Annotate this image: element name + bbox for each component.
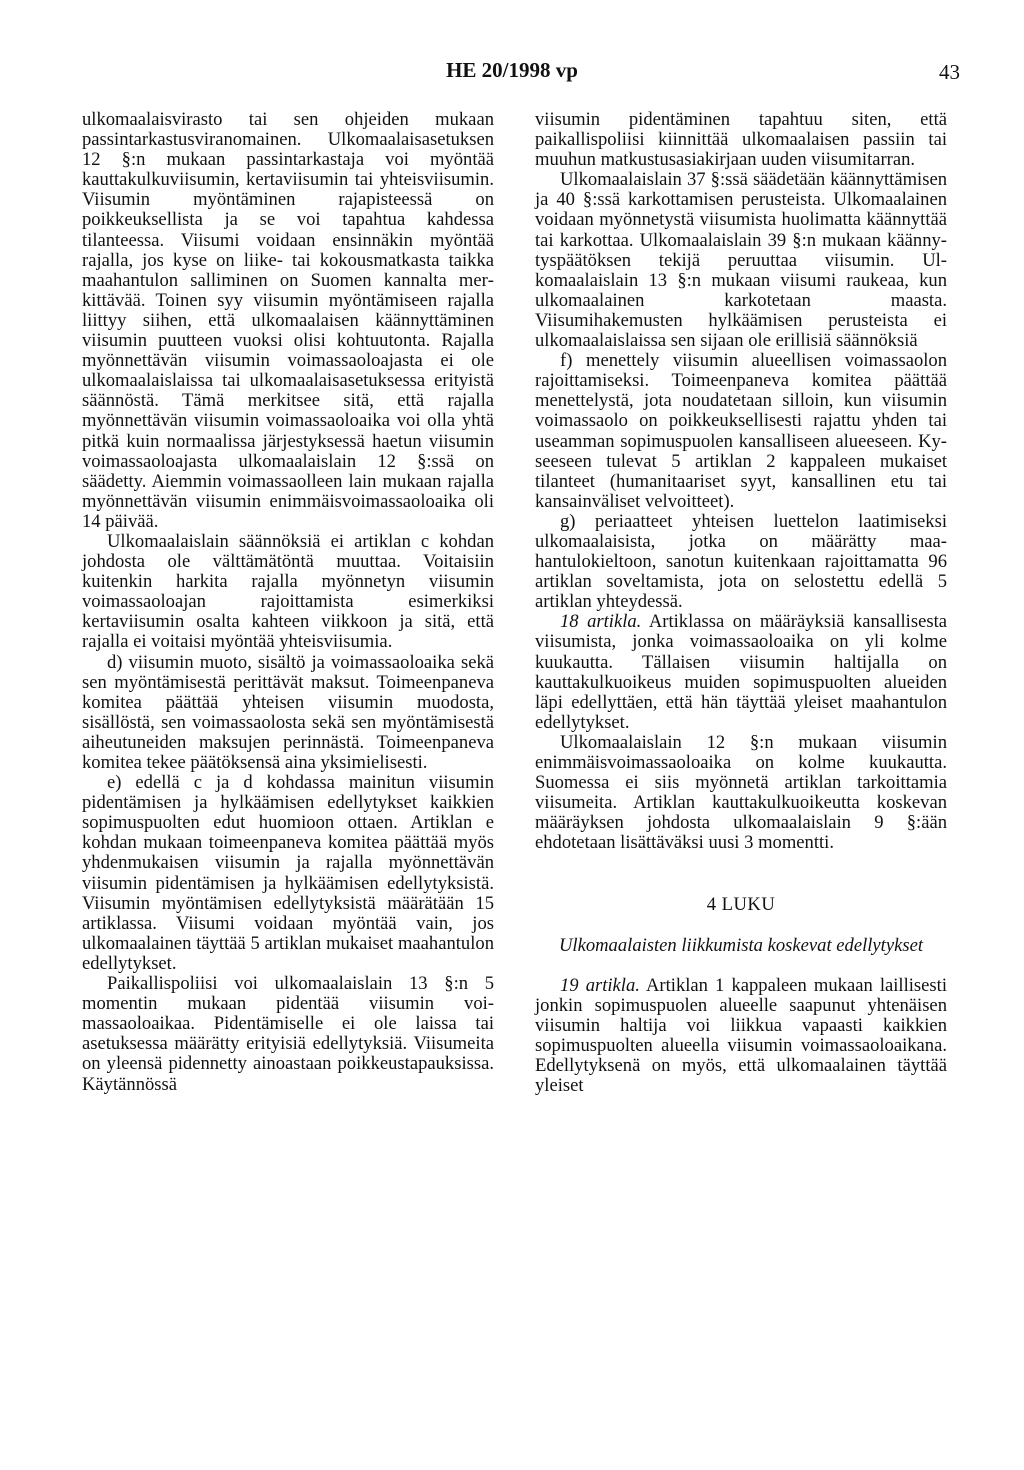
- paragraph-article-19: [535, 976, 947, 1097]
- left-column: [82, 110, 494, 1095]
- paragraph: d) viisumin muoto, sisältö ja voimassaoloaika sekä sen myöntämisestä perittävät maksut. Toimeenpaneva komitea päättää yhteisen viisumin muodosta, sisällöstä, sen voimassaolosta sekä sen myöntämisestä aiheutuneiden maksujen perinnästä. Toimeenpaneva komitea tekee päätöksensä aina yksimielisesti.: [82, 651, 494, 773]
- document-title: HE 20/1998 vp: [446, 58, 578, 82]
- chapter-title: 4 LUKU: [706, 894, 776, 916]
- paragraph: viisumin pidentäminen tapahtuu siten, että paikallispoliisi kiinnittää ulkomaalaisen passiin tai muuhun matkustusasiakirjaan uuden viisumitarran.: [535, 109, 947, 171]
- paragraph: Ulkomaalaislain 12 §:n mukaan viisumin enimmäisvoimassaoloaika on kolme kuukautta. Suomessa ei siis myönnetä artiklan tarkoittamia viisumeita. Artiklan kauttakulkuoikeutta koskevan määräyksen johdosta ulkomaalaislain 9 §:ään ehdotetaan lisättäväksi uusi 3 momentti.: [535, 731, 947, 854]
- paragraph: f) menettely viisumin alueellisen voimassaolon rajoittamiseksi. Toimeenpaneva komitea päättää menettelystä, jota noudatetaan silloin, kun viisumin voimassaolo on poikkeuksellisesti rajattu yhden tai useamman sopimuspuolen kansalliseen alueeseen. Kyseeseen tulevat 5 artiklan 2 kappaleen mukaiset tilanteet (humanitaariset syyt, kansallinen etu tai kansainväliset velvoitteet).: [535, 350, 947, 512]
- page-header: [0, 58, 1024, 90]
- paragraph: Paikallispoliisi voi ulkomaalaislain 13 §:n 5 momentin mukaan pidentää viisumin voimassaoloaikaa. Pidentämiselle ei ole laissa tai asetuksessa määrätty erityisiä edellytyksiä. Viisumeita on yleensä pidennetty ainoastaan poikkeustapauksissa. Käytännössä: [82, 973, 494, 1095]
- right-column: [535, 110, 947, 1096]
- article-text: Artiklan 1 kappaleen mukaan laillisesti jonkin sopimuspuolen alueelle saapunut yhtenäisen viisumin haltija voi liikkua vapaasti kaikkien sopimuspuolten alueella viisumin voimassaoloaikana. Edellytyksenä on myös, että ulkomaalainen täyttää yleiset: [535, 974, 947, 1097]
- paragraph: Ulkomaalaislain säännöksiä ei artiklan c kohdan johdosta ole välttämätöntä muuttaa. Voitaisiin kuitenkin harkita rajalla myönnetyn viisumin voimassaoloajan rajoittamista esimerkiksi kertaviisumin osalta kahteen viikkoon ja sitä, että rajalla ei voitaisi myöntää yhteisviisumia.: [82, 530, 494, 653]
- article-heading: 19 artikla.: [560, 974, 640, 996]
- paragraph: g) periaatteet yhteisen luettelon laatimiseksi ulkomaalaisista, jotka on määrätty maahantulokieltoon, sanotun kuitenkaan rajoittamatta 96 artiklan soveltamista, jota on selostettu edellä 5 artiklan yhteydessä.: [535, 510, 947, 613]
- paragraph: ulkomaalaisvirasto tai sen ohjeiden mukaan passintarkastusviranomainen. Ulkomaalaisasetuksen 12 §:n mukaan passintarkastaja voi myöntää kauttakulkuviisumin, kertaviisumin tai yhteisviisumin. Viisumin myöntäminen rajapisteessä on poikkeuksellista ja se voi tapahtua kahdessa tilanteessa. Viisumi voidaan ensinnäkin myöntää rajalla, jos kyse on liike- tai kokousmatkasta taikka maahantulon salliminen on Suomen kannalta merkittävää. Toinen syy viisumin myöntämiseen rajalla liittyy siihen, että ulkomaalaisen käännyttäminen viisumin puutteen vuoksi olisi kohtuutonta. Rajalla myönnettävän viisumin voimassaoloajasta ei ole ulkomaalaislaissa tai ulkomaalaisasetuksessa erityistä säännöstä. Tämä merkitsee sitä, että rajalla myönnettävän viisumin voimassaoloaika voi olla yhtä pitkä kuin normaalissa järjestyksessä haetun viisumin voimassaoloajasta ulkomaalaislain 12 §:ssä on säädetty. Aiemmin voimassaolleen lain mukaan rajalla myönnettävän viisumin enimmäisvoimassaoloaika oli 14 päivää.: [82, 109, 494, 532]
- paragraph: e) edellä c ja d kohdassa mainitun viisumin pidentämisen ja hylkäämisen edellytykset kaikkien sopimuspuolten edut huomioon ottaen. Artiklan e kohdan mukaan toimeenpaneva komitea päättää myös yhdenmukaisen viisumin ja rajalla myönnettävän viisumin pidentämisen ja hylkäämisen edellytyksistä. Viisumin myöntämisen edellytyksistä määrätään 15 artiklassa. Viisumi voidaan myöntää vain, jos ulkomaalainen täyttää 5 artiklan mukaiset maahantulon edellytykset.: [82, 772, 494, 974]
- paragraph-article-18: [535, 612, 947, 733]
- article-heading: 18 artikla.: [560, 611, 642, 633]
- paragraph: Ulkomaalaislain 37 §:ssä säädetään käännyttämisen ja 40 §:ssä karkottamisen perusteista. Ulkomaalainen voidaan myönnetystä viisumista huolimatta käännyttää tai karkottaa. Ulkomaalaislain 39 §:n mukaan käännytyspäätöksen tekijä peruuttaa viisumin. Ulkomaalaislain 13 §:n mukaan viisumi raukeaa, kun ulkomaalainen karkotetaan maasta. Viisumihakemusten hylkäämisen perusteista ei ulkomaalaislaissa sen sijaan ole erillisiä säännöksiä: [535, 169, 947, 352]
- chapter-subtitle: Ulkomaalaisten liikkumista koskevat edellytykset: [558, 934, 923, 956]
- article-text: Artiklassa on määräyksiä kansallisesta viisumista, jonka voimassaoloaika on yli kolme kuukautta. Tällaisen viisumin haltijalla on kauttakulkuoikeus muiden sopimuspuolten alueiden läpi edellyttäen, että hän täyttää yleiset maahantulon edellytykset.: [535, 611, 947, 733]
- page-number: 43: [939, 60, 960, 84]
